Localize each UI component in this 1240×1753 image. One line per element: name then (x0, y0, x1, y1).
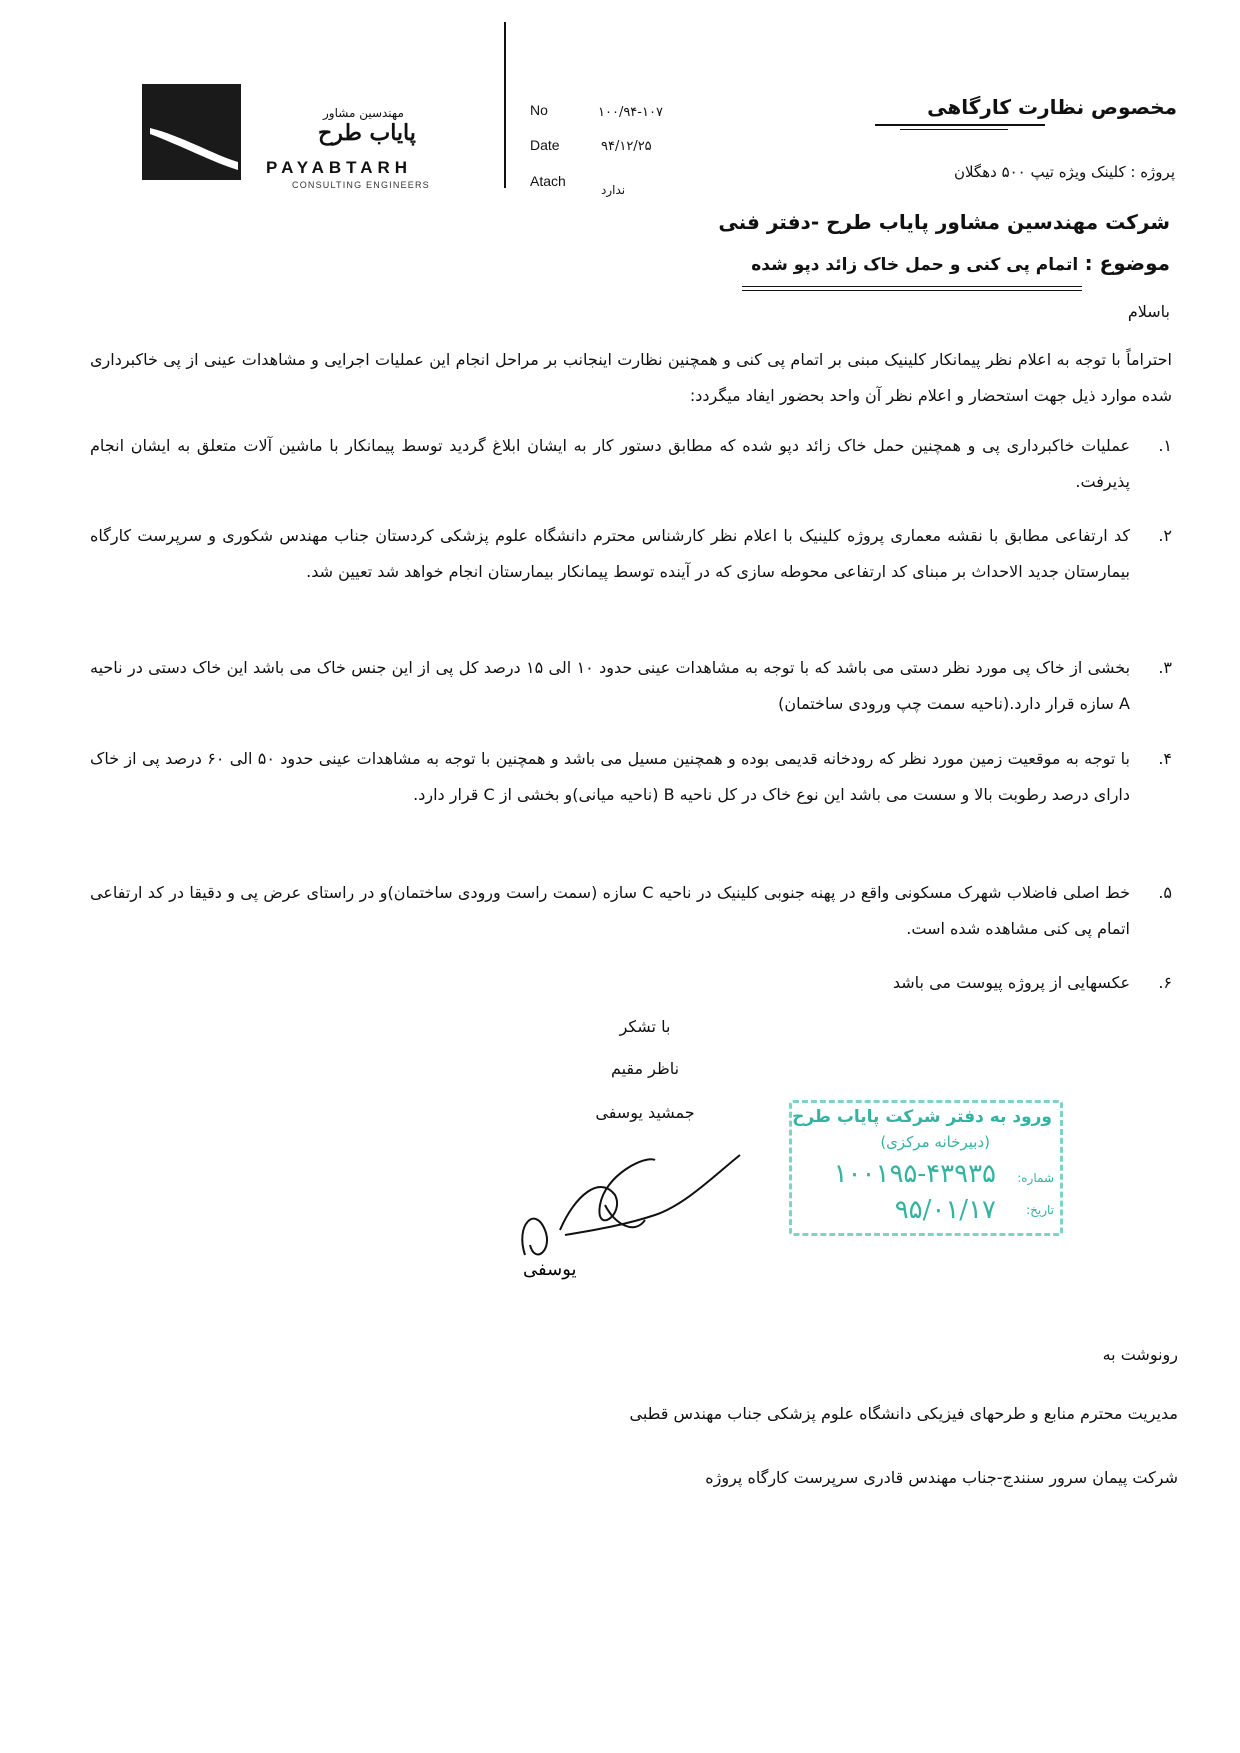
subject-underline (742, 286, 1082, 287)
stamp-number-label: شماره: (1017, 1171, 1054, 1185)
stamp-title: ورود به دفتر شرکت پایاب طرح (792, 1107, 1052, 1127)
subject-underline-2 (742, 290, 1082, 291)
list-item (90, 428, 1172, 500)
date-label: Date (530, 137, 560, 153)
no-label: No (530, 102, 548, 118)
stamp-date-label: تاریخ: (1026, 1203, 1054, 1217)
subject-label: موضوع : (1084, 251, 1170, 275)
list-item-text: عکسهایی از پروژه پیوست می باشد (892, 973, 1130, 992)
list-item-number: ۱. (1158, 436, 1172, 455)
brand-tagline: CONSULTING ENGINEERS (292, 180, 430, 190)
stamp-number-value: ۱۰۰۱۹۵-۴۳۹۳۵ (833, 1159, 996, 1189)
project-line: پروژه : کلینک ویژه تیپ ۵۰۰ دهگلان (953, 163, 1175, 181)
header-divider (504, 22, 506, 188)
intro-paragraph: احتراماً با توجه به اعلام نظر پیمانکار کلینیک مبنی بر اتمام پی کنی و همچنین نظارت اینجانب بر مراحل انجام این عملیات اجرایی و مشاهدات عینی از پی خاکبرداری شده موارد ذیل جهت استحضار و اعلام نظر آن واحد بحضور ایفاد میگردد: (90, 350, 1172, 405)
heading-underline (875, 124, 1045, 126)
list-item (90, 965, 1172, 1001)
company-heading: شرکت مهندسین مشاور پایاب طرح -دفتر فنی (718, 210, 1170, 234)
subject-line (751, 251, 1170, 275)
no-value: ۱۰۰/۹۴-۱۰۷ (598, 105, 663, 120)
cc-label: رونوشت به (1102, 1345, 1178, 1364)
signature-icon (505, 1135, 745, 1290)
list-item (90, 741, 1172, 813)
attach-label: Atach (530, 173, 566, 189)
list-item-number: ۶. (1158, 973, 1172, 992)
stamp-date-value: ۹۵/۰۱/۱۷ (894, 1195, 996, 1225)
list-item (90, 875, 1172, 947)
signer-name: جمشید یوسفی (595, 1103, 695, 1122)
list-item-text: عملیات خاکبرداری پی و همچنین حمل خاک زائد دپو شده که مطابق دستور کار به ایشان ابلاغ گردید توسط پیمانکار با ماشین آلات متعلق به ایشان انجام پذیرفت. (90, 436, 1130, 491)
heading-underline-2 (900, 129, 1008, 130)
greeting: باسلام (1127, 302, 1170, 321)
date-value: ۹۴/۱۲/۲۵ (601, 139, 652, 154)
brand-subtitle-fa: مهندسین مشاور (323, 106, 404, 120)
list-item-number: ۳. (1158, 658, 1172, 677)
closing-text: با تشکر (619, 1017, 671, 1036)
list-item (90, 518, 1172, 590)
attach-value: ندارد (601, 183, 626, 197)
payabtarh-logo-icon (142, 84, 241, 180)
stamp-subtitle: (دبیرخانه مرکزی) (880, 1133, 990, 1151)
signer-role: ناظر مقیم (610, 1059, 680, 1078)
confidential-heading: مخصوص نظارت کارگاهی (927, 95, 1177, 119)
cc-recipient: شرکت پیمان سرور سنندج-جناب مهندس قادری سرپرست کارگاه پروژه (705, 1468, 1178, 1487)
list-item-number: ۲. (1158, 526, 1172, 545)
list-item-text: خط اصلی فاضلاب شهرک مسکونی واقع در پهنه جنوبی کلینیک در ناحیه C سازه (سمت راست ورودی ساختمان)و در راستای عرض پی و دقیقا در کد ارتفاعی اتمام پی کنی مشاهده شده است. (90, 883, 1131, 938)
cc-recipient: مدیریت محترم منابع و طرحهای فیزیکی دانشگاه علوم پزشکی جناب مهندس قطبی (629, 1404, 1178, 1423)
list-item-text: بخشی از خاک پی مورد نظر دستی می باشد که با توجه به مشاهدات عینی حدود ۱۰ الی ۱۵ درصد کل پی از این جنس خاک می باشد این خاک دستی در ناحیه A سازه قرار دارد.(ناحیه سمت چپ ورودی ساختمان) (90, 658, 1131, 713)
list-item-number: ۴. (1158, 749, 1172, 768)
brand-name-fa: پایاب طرح (318, 120, 416, 146)
list-item-number: ۵. (1158, 883, 1172, 902)
list-item (90, 650, 1172, 722)
received-stamp (789, 1100, 1063, 1236)
list-item-text: با توجه به موقعیت زمین مورد نظر که رودخانه قدیمی بوده و همچنین مسیل می باشد و همچنین با توجه به مشاهدات عینی حدود ۵۰ الی ۶۰ درصد پی از خاک دارای درصد رطوبت بالا و سست می باشد این نوع خاک در کل ناحیه B (ناحیه میانی)و بخشی از C قرار دارد. (90, 749, 1130, 804)
brand-name-en: PAYABTARH (266, 158, 413, 177)
subject-text: اتمام پی کنی و حمل خاک زائد دپو شده (751, 255, 1079, 275)
signature-handwriting: یوسفی (523, 1259, 577, 1280)
list-item-text: کد ارتفاعی مطابق با نقشه معماری پروژه کلینیک با اعلام نظر کارشناس محترم دانشگاه علوم پزشکی کردستان جناب مهندس شکوری و سرپرست کارگاه بیمارستان جدید الاحداث بر مبنای کد ارتفاعی محوطه سازی که در آینده توسط پیمانکار بیمارستان انجام خواهد شد تعیین شد. (90, 526, 1130, 581)
